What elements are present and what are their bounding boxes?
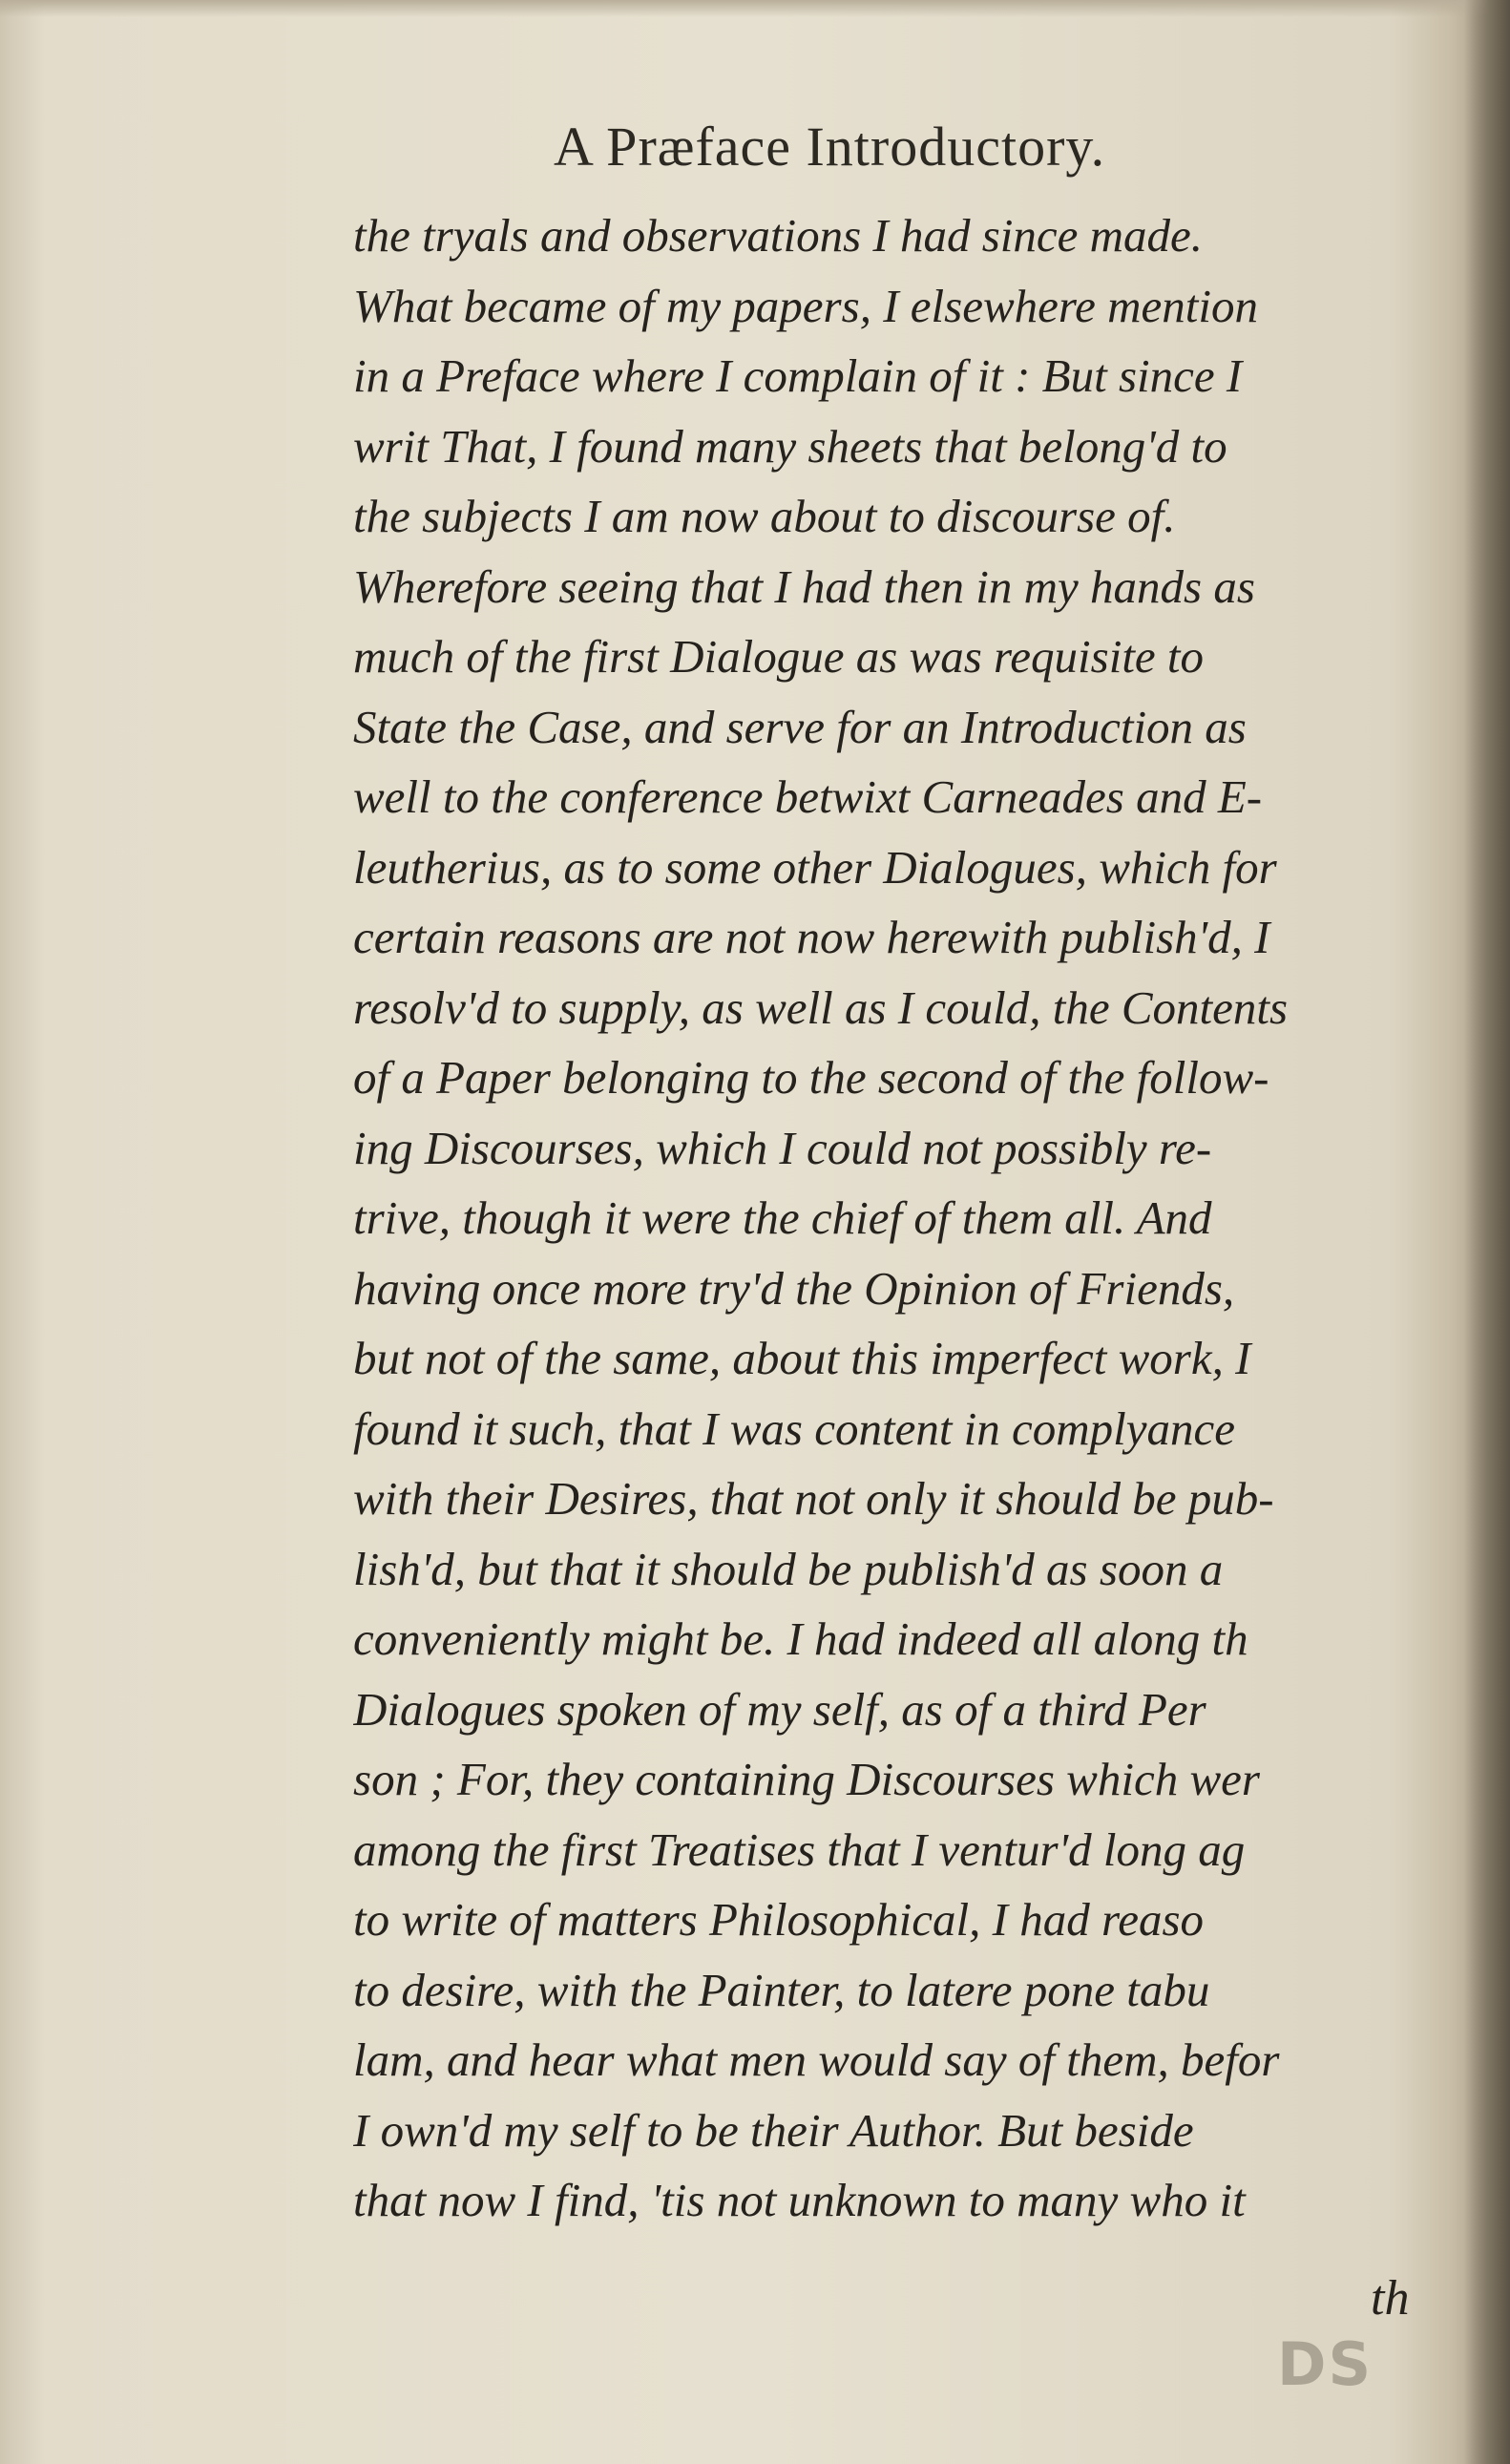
text-line: the subjects I am now about to discourse of.: [353, 490, 1176, 542]
text-line: having once more try'd the Opinion of Friends,: [353, 1261, 1235, 1315]
text-line: trive, though it were the chief of them all. And: [353, 1191, 1212, 1244]
text-line: that now I find, 'tis not unknown to many who it: [353, 2174, 1246, 2226]
text-line: in a Preface where I complain of it : But since I: [353, 349, 1243, 402]
text-line: found it such, that I was content in complyance: [353, 1401, 1236, 1455]
body-text: [353, 200, 1470, 2236]
running-head: A Præface Introductory.: [554, 116, 1106, 178]
text-line: son ; For, they containing Discourses which wer: [353, 1753, 1260, 1805]
text-line: I own'd my self to be their Author. But beside: [353, 2103, 1194, 2157]
page-top-shadow: [0, 0, 1510, 17]
text-line: lam, and hear what men would say of them, befor: [353, 2033, 1280, 2086]
text-line: Dialogues spoken of my self, as of a third Per: [353, 1682, 1206, 1736]
text-line: conveniently might be. I had indeed all along th: [353, 1612, 1248, 1665]
text-line: well to the conference betwixt Carneades and E-: [353, 770, 1263, 823]
text-line: but not of the same, about this imperfect work, I: [353, 1332, 1251, 1384]
page-gutter-shadow: [1464, 0, 1510, 2464]
text-line: among the first Treatises that I ventur'd long ag: [353, 1822, 1246, 1876]
text-line: the tryals and observations I had since made.: [353, 209, 1204, 262]
text-line: much of the first Dialogue as was requisite to: [353, 630, 1205, 683]
text-line: to desire, with the Painter, to latere pone tabu: [353, 1963, 1210, 2016]
text-line: lish'd, but that it should be publish'd as soon a: [353, 1542, 1224, 1595]
text-line: to write of matters Philosophical, I had reaso: [353, 1893, 1205, 1946]
text-line: with their Desires, that not only it should be pub-: [353, 1472, 1274, 1525]
text-line: Wherefore seeing that I had then in my hands as: [353, 559, 1255, 613]
text-line: certain reasons are not now herewith publish'd, I: [353, 911, 1270, 963]
text-line: of a Paper belonging to the second of the follow-: [353, 1051, 1269, 1104]
text-line: State the Case, and serve for an Introduction as: [353, 700, 1247, 753]
text-line: resolv'd to supply, as well as I could, the Contents: [353, 980, 1289, 1034]
catchword: th: [1371, 2271, 1410, 2326]
text-line: ing Discourses, which I could not possibly re-: [353, 1121, 1212, 1174]
library-stamp: DS: [1277, 2329, 1374, 2399]
text-line: writ That, I found many sheets that belong'd to: [353, 419, 1227, 473]
text-line: What became of my papers, I elsewhere mention: [353, 279, 1258, 332]
text-line: leutherius, as to some other Dialogues, which for: [353, 840, 1277, 894]
